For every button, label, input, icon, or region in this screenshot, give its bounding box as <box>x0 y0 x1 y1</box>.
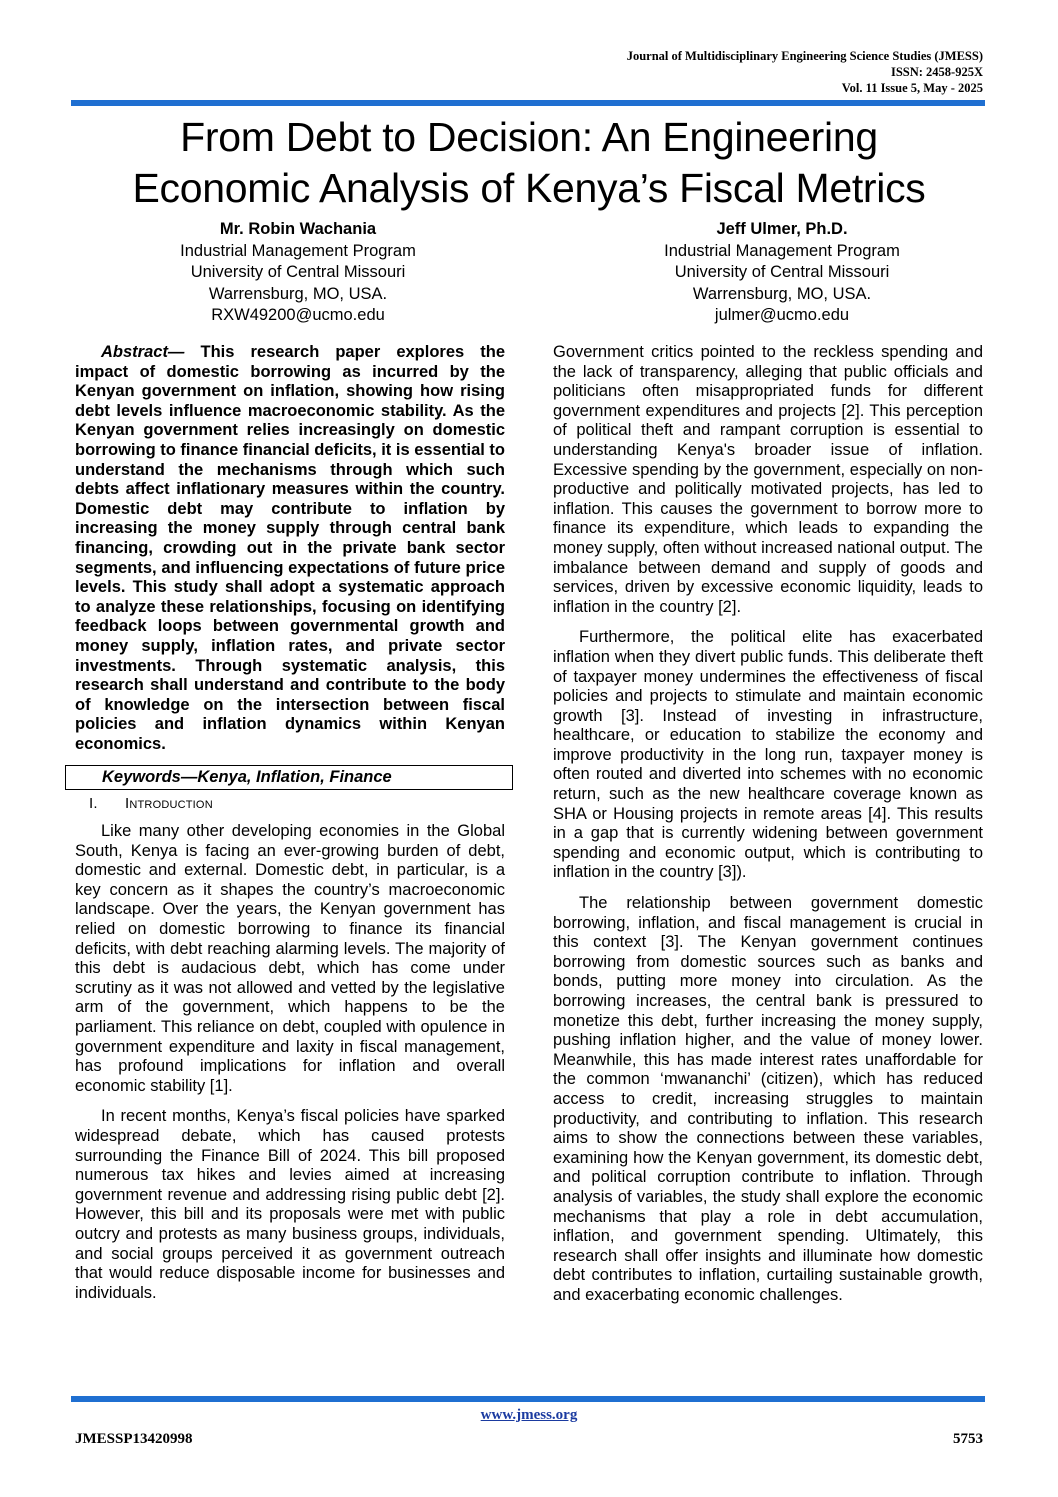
author-university: University of Central Missouri <box>190 263 406 281</box>
journal-header <box>627 48 983 96</box>
author-name: Jeff Ulmer, Ph.D. <box>716 220 848 238</box>
page-number: 5753 <box>953 1431 983 1447</box>
abstract <box>75 343 505 754</box>
paper-id: JMESSP13420998 <box>75 1431 193 1447</box>
author-block-1 <box>78 219 518 327</box>
keywords-box: Keywords—Kenya, Inflation, Finance <box>65 765 513 790</box>
author-email[interactable]: julmer@ucmo.edu <box>714 306 850 324</box>
section-title: Introduction <box>125 795 213 813</box>
abstract-text: This research paper explores the impact of domestic borrowing as incurred by the Kenyan government on inflation, showing how rising debt levels influence macroeconomic stability. As the Kenyan government relies increasingly on domestic borrowing to finance financial deficits, it is essential to understand the mechanisms through which such debts affect inflationary measures within the country. Domestic debt may contribute to inflation by increasing the money supply through central bank financing, crowding out in the private bank sector segments, and influencing expectations of future price levels. This study shall adopt a systematic approach to analyze these relationships, focusing on identifying feedback loops between governmental growth and money supply, inflation rates, and private sector investments. Through systematic analysis, this research shall understand and contribute to the body of knowledge on the intersection between fiscal policies and inflation dynamics within Kenyan economics. <box>75 343 505 753</box>
author-program: Industrial Management Program <box>664 241 900 260</box>
body-paragraph: Furthermore, the political elite has exacerbated inflation when they divert public funds. This deliberate theft of taxpayer money undermines the effectiveness of fiscal policies and projects to stimulate and maintain economic growth [3]. Instead of investing in infrastructure, healthcare, or education to stabilize the economy and improve productivity in the long run, taxpayer money is often routed and diverted into schemes with no economic return, such as the new healthcare coverage known as SHA or Housing projects in remote areas [4]. This results in a gap that is currently widening between government spending and economic output, which is contributing to inflation in the country [3]). <box>553 628 983 882</box>
body-paragraph: The relationship between government domestic borrowing, inflation, and fiscal management is crucial in this context [3]. The Kenyan government continues borrowing from domestic sources such as banks and bonds, putting more money into circulation. As the borrowing increases, the central bank is pressured to monetize this debt, further increasing the money supply, pushing inflation higher, and the value of money lower. Meanwhile, this has made interest rates unaffordable for the common ‘mwananchi’ (citizen), which has reduced access to credit, increasing struggles to maintain productivity, and contributing to inflation. This research aims to show the connections between these variables, examining how the Kenyan government, its domestic debt, and political corruption contribute to inflation. Through analysis of variables, the study shall explore the economic mechanisms that play a role in debt accumulation, inflation, and government spending. Ultimately, this research shall offer insights and illuminate how domestic debt contributes to inflation, curtailing sustainable growth, and exacerbating economic challenges. <box>553 894 983 1304</box>
abstract-lead: Abstract— <box>101 343 185 361</box>
top-rule <box>71 100 985 106</box>
journal-url-link[interactable]: www.jmess.org <box>480 1407 578 1423</box>
body-paragraph: Like many other developing economies in the Global South, Kenya is facing an ever-growing burden of debt, domestic and external. Domestic debt, in particular, is a key concern as it shapes the country’s macroeconomic landscape. Over the years, the Kenyan government has relied on domestic borrowing to finance its financial deficits, with debt reaching alarming levels. The majority of this debt is audacious debt, which has come under scrutiny as it was not allowed and vetted by the legislative arm of the government, which happens to be the parliament. This reliance on debt, coupled with opulence in government expenditure and laxity in fiscal management, has profound implications for inflation and overall economic stability [1]. <box>75 822 505 1095</box>
journal-volume: Vol. 11 Issue 5, May - 2025 <box>841 81 983 95</box>
title-line-2: Economic Analysis of Kenya’s Fiscal Metrics <box>132 165 926 211</box>
author-university: University of Central Missouri <box>674 263 890 281</box>
author-city: Warrensburg, MO, USA. <box>692 284 872 303</box>
journal-name: Journal of Multidisciplinary Engineering Science Studies (JMESS) <box>626 49 983 63</box>
author-city: Warrensburg, MO, USA. <box>208 284 388 303</box>
author-program: Industrial Management Program <box>180 241 416 260</box>
title-line-1: From Debt to Decision: An Engineering <box>180 114 878 160</box>
section-heading <box>89 794 505 814</box>
author-block-2 <box>562 219 1002 327</box>
body-paragraph: In recent months, Kenya’s fiscal policies have sparked widespread debate, which has caused protests surrounding the Finance Bill of 2024. This bill proposed numerous tax hikes and levies aimed at increasing government revenue and addressing rising public debt [2]. However, this bill and its proposals were met with public outcry and protests as many business groups, individuals, and social groups perceived it as government outreach that would reduce disposable income for businesses and individuals. <box>75 1107 505 1302</box>
author-name: Mr. Robin Wachania <box>219 220 377 238</box>
author-email[interactable]: RXW49200@ucmo.edu <box>211 306 385 324</box>
section-number: I. <box>89 795 98 813</box>
body-paragraph: Government critics pointed to the reckless spending and the lack of transparency, alleging that public officials and politicians often misappropriated funds for different government expenditures and projects [2]. This perception of political theft and rampant corruption is essential to understanding Kenya's broader issue of inflation. Excessive spending by the government, especially on non-productive and politically motivated projects, has led to inflation. This causes the government to borrow more to finance its expenditure, which leads to expanding the money supply, often without increased national output. The imbalance between demand and supply of goods and services, driven by excessive economic liquidity, leads to inflation in the country [2]. <box>553 343 983 616</box>
journal-issn: ISSN: 2458-925X <box>890 65 983 79</box>
right-column <box>553 343 983 1317</box>
left-column <box>75 343 505 1314</box>
bottom-rule <box>71 1396 985 1402</box>
paper-title <box>60 112 998 214</box>
